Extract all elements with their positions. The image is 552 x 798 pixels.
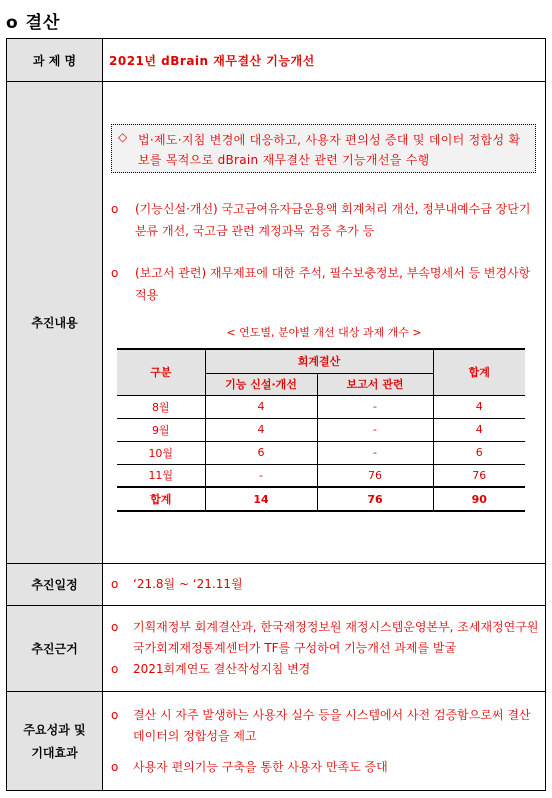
results-label-line1: 주요성과 및 [23,723,86,737]
results-cell [103,692,546,791]
row-report: - [317,395,433,418]
bullet-item [111,198,539,242]
row-report: - [317,418,433,441]
row-month: 8월 [117,395,205,418]
row-total: 4 [433,418,525,441]
subject-value: 2021년 dBrain 재무결산 기능개선 [103,39,546,82]
row-func: 6 [205,441,317,464]
row-report: 76 [317,464,433,487]
bullet-icon: o [111,577,119,591]
summary-text: 법·제도·지침 변경에 대응하고, 사용자 편의성 증대 및 데이터 정합성 확보를 목적으로 dBrain 재무결산 관련 기능개선을 수행 [138,133,521,167]
total-report: 76 [317,487,433,511]
list-item [111,757,541,778]
basis-text: 2021회계연도 결산작성지침 변경 [133,662,311,676]
content-cell [103,82,546,564]
total-func: 14 [205,487,317,511]
row-month: 9월 [117,418,205,441]
count-table [117,348,525,512]
bullet-icon: o [111,202,119,216]
bullet-text: (보고서 관련) 재무제표에 대한 주석, 필수보충정보, 부속명세서 등 변경사항 적용 [135,266,531,302]
results-text: 사용자 편의기능 구축을 통한 사용자 만족도 증대 [133,759,388,774]
basis-cell [103,606,546,692]
basis-label: 추진근거 [7,606,103,692]
table-row [117,464,525,487]
table-caption: < 연도별, 분야별 개선 대상 과제 개수 > [226,326,422,339]
row-month: 11월 [117,464,205,487]
row-month: 10월 [117,441,205,464]
bullet-item [111,262,539,306]
table-row [117,441,525,464]
col-func: 기능 신설·개선 [205,373,317,395]
total-label: 합계 [117,487,205,511]
basis-text: 기획재정부 회계결산과, 한국재정정보원 재정시스템운영본부, 조세재정연구원 국가회계재정통계센터가 TF를 구성하여 기능개선 과제를 발굴 [133,620,539,655]
section-heading: o 결산 [6,13,61,33]
diamond-icon: ◇ [118,130,128,144]
list-item [111,617,541,659]
row-total: 4 [433,395,525,418]
bullet-icon: o [111,707,119,722]
results-text: 결산 시 자주 발생하는 사용자 실수 등을 시스템에서 사전 검증함으로써 결산 데이터의 정합성을 제고 [133,707,531,743]
list-item [111,659,541,680]
schedule-cell [103,564,546,606]
table-row [117,395,525,418]
col-gubun: 구분 [117,349,205,395]
schedule-value: ‘21.8월 ~ ‘21.11월 [133,577,243,591]
content-label: 추진내용 [7,82,103,564]
row-total: 6 [433,441,525,464]
list-item [111,705,541,747]
col-report: 보고서 관련 [317,373,433,395]
col-total: 합계 [433,349,525,395]
total-total: 90 [433,487,525,511]
bullet-icon: o [111,620,119,634]
col-group: 회계결산 [205,349,433,373]
row-func: 4 [205,395,317,418]
bullet-text: (기능신설·개선) 국고금여유자금운용액 회계처리 개선, 정부내예수금 장단기 분류 개선, 국고금 관련 계정과목 검증 추가 등 [135,202,531,238]
results-label [7,692,103,791]
row-func: - [205,464,317,487]
results-label-line2: 기대효과 [31,746,78,760]
row-total: 76 [433,464,525,487]
row-func: 4 [205,418,317,441]
bullet-icon: o [111,266,119,280]
table-row [117,418,525,441]
summary-box [111,124,536,173]
subject-label: 과 제 명 [7,39,103,82]
bullet-icon: o [111,662,119,676]
schedule-label: 추진일정 [7,564,103,606]
row-report: - [317,441,433,464]
project-summary-table [6,38,546,791]
bullet-icon: o [111,759,119,774]
total-row [117,487,525,511]
